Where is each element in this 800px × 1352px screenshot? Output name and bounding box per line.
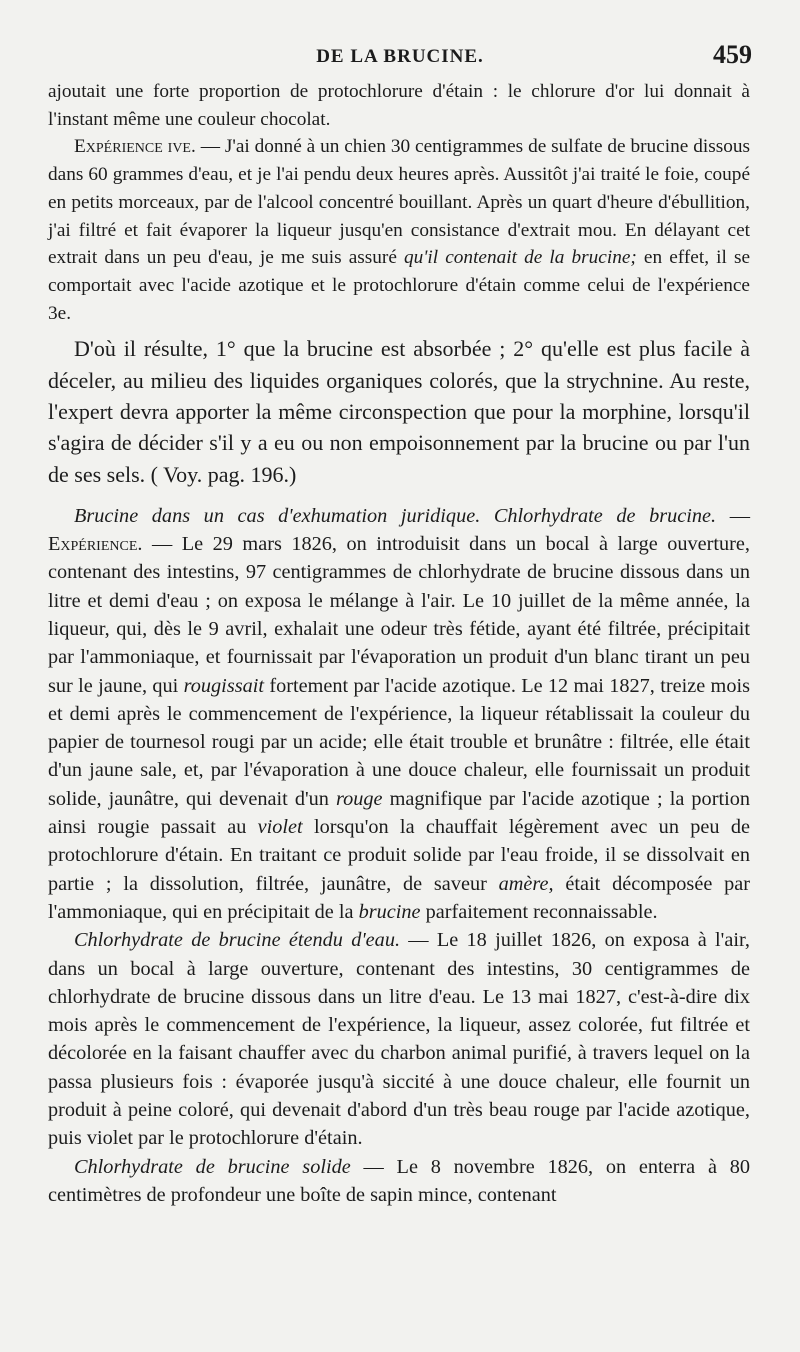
italic-text: rougissait <box>183 674 265 697</box>
paragraph-text: — Le 29 mars 1826, on introduisit dans un bocal à large ouverture, contenant des intestins, 97 centigrammes de chlorhydrate de brucine dissous dans un litre et demi d'eau ; on exposa le mélange à l'air. Le 10 juillet de la même année, la liqueur, qui, dès le 9 avril, exhalait une odeur très fétide, ayant été filtrée, précipitait par l'ammoniaque, et fournissait par l'évaporation un produit d'un blanc tirant un peu sur le jaune, qui <box>48 533 750 697</box>
section-title: Chlorhydrate de brucine étendu d'eau. <box>74 929 401 952</box>
paragraph-conclusion <box>48 333 750 489</box>
paragraph-text: — J'ai donné à un chien 30 centigrammes de sulfate de brucine dissous dans 60 grammes d'eau, et je l'ai pendu deux heures après. Aussitôt j'ai traité le foie, coupé en petits morceaux, par de l'alcool concentré bouillant. Après un quart d'heure d'ébullition, j'ai filtré et fait évaporer la liqueur jusqu'en consistance d'extrait mou. En délayant cet extrait dans un peu d'eau, je me suis assuré <box>48 136 750 269</box>
paragraph-etendu <box>48 926 750 1152</box>
paragraph-experience-4 <box>48 133 750 327</box>
paragraph-text: parfaitement reconnaissable. <box>420 900 658 923</box>
italic-text: brucine <box>358 900 421 923</box>
paragraph-text: était décomposée par l'ammoniaque, qui en précipitait de la <box>48 872 750 923</box>
italic-text: amère, <box>498 872 554 895</box>
section-title: Chlorhydrate de brucine solide <box>74 1155 351 1178</box>
body-type-section <box>48 502 750 1209</box>
large-type-section <box>48 333 750 489</box>
italic-text: rouge <box>335 787 383 810</box>
italic-text: qu'il contenait de la brucine; <box>404 247 637 269</box>
paragraph-exhumation <box>48 502 750 926</box>
running-head: DE LA BRUCINE. <box>316 46 484 67</box>
dash: — <box>716 504 751 527</box>
paragraph-text: magnifique par l'acide azotique ; la portion ainsi rougie passait au <box>48 787 750 839</box>
page-text <box>48 78 750 1209</box>
paragraph-text: ajoutait une forte proportion de protochlorure d'étain : le chlorure d'or lui donnait à l'instant même une couleur chocolat. <box>48 81 750 130</box>
experience-label: Expérience. <box>48 533 143 556</box>
paragraph-text: en effet, il se comportait avec l'acide azotique et le protochlorure d'étain comme celui de l'expérience 3e. <box>48 247 751 324</box>
page-header <box>48 40 752 80</box>
paragraph-text: — Le 18 juillet 1826, on exposa à l'air, dans un bocal à large ouverture, contenant des intestins, 30 centigrammes de chlorhydrate de brucine dissous dans un litre d'eau. Le 13 mai 1827, c'est-à-dire dix mois après le commencement de l'expérience, la liqueur, assez colorée, fut filtrée et décolorée en la faisant chauffer avec du charbon animal purifié, à travers lequel on la passa plusieurs fois : évaporée jusqu'à siccité à une douce chaleur, elle fournit un produit à peine coloré, qui devenait d'abord d'un très beau rouge par l'acide azotique, puis violet par le protochlorure d'étain. <box>48 929 750 1150</box>
paragraph-chocolat <box>48 78 750 133</box>
paragraph-text: D'où il résulte, 1° que la brucine est absorbée ; 2° qu'elle est plus facile à déceler, au milieu des liquides organiques colorés, que la strychnine. Au reste, l'expert devra apporter la même circonspection que pour la morphine, lorsqu'il s'agira de décider s'il y a eu ou non empoisonnement par la brucine ou par l'un de ses sels. ( Voy. pag. 196.) <box>48 336 750 487</box>
italic-text: violet <box>257 816 303 839</box>
paragraph-text: lorsqu'on la chauffait légèrement avec un peu de protochlorure d'étain. En traitant ce produit solide par l'eau froide, il se dissolvait en partie ; la dissolution, filtrée, jaunâtre, de saveur <box>48 816 750 895</box>
small-type-section <box>48 78 750 327</box>
paragraph-text: — Le 8 novembre 1826, on enterra à 80 centimètres de profondeur une boîte de sapin mince, contenant <box>48 1155 750 1206</box>
paragraph-text: fortement par l'acide azotique. Le 12 mai 1827, treize mois et demi après le commencement de l'expérience, la liqueur rétablissait la couleur du papier de tournesol rougi par un acide; elle était trouble et brunâtre : filtrée, elle était d'un jaune sale, et, par l'évaporation à une douce chaleur, elle fournissait un produit solide, jaunâtre, qui devenait d'un <box>48 674 750 810</box>
section-title: Brucine dans un cas d'exhumation juridique. Chlorhydrate de brucine. <box>74 504 717 527</box>
experience-label: Expérience ive. <box>74 136 196 158</box>
page-number: 459 <box>713 40 752 69</box>
paragraph-solide <box>48 1153 750 1210</box>
